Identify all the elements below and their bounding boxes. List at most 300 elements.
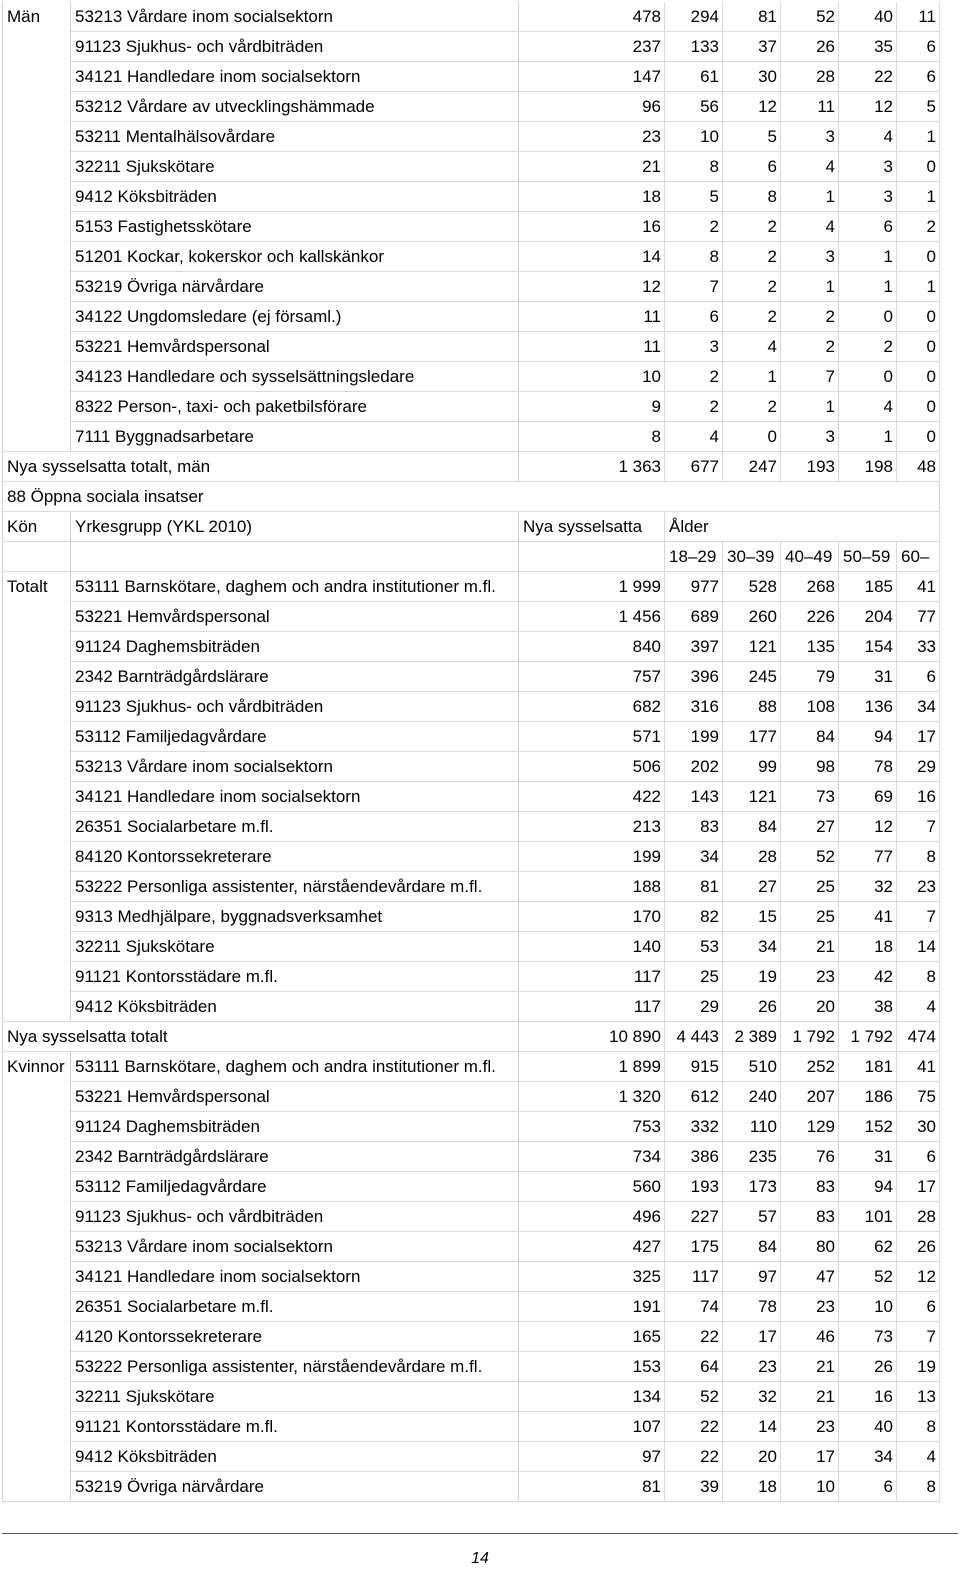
sex-cell [3, 722, 71, 752]
age-40-49-cell: 28 [781, 62, 839, 92]
age-50-59-cell: 12 [839, 812, 897, 842]
age-band-60: 60– [897, 542, 940, 572]
age-18-29-cell: 332 [665, 1112, 723, 1142]
age-40-49-cell: 1 [781, 272, 839, 302]
sex-cell [3, 692, 71, 722]
employed-cell: 422 [519, 782, 665, 812]
age-18-29-cell: 4 [665, 422, 723, 452]
age-40-49-cell: 17 [781, 1442, 839, 1472]
table-row [3, 332, 940, 362]
age-30-39-cell: 37 [723, 32, 781, 62]
header-employed: Nya sysselsatta [519, 512, 665, 542]
table-row [3, 572, 940, 602]
age-40-49-cell: 52 [781, 842, 839, 872]
age-60-cell: 7 [897, 812, 940, 842]
age-18-29-cell: 22 [665, 1412, 723, 1442]
occupation-group: 84120 Kontorssekreterare [71, 842, 519, 872]
age-60-cell: 7 [897, 902, 940, 932]
age-18-29-cell: 10 [665, 122, 723, 152]
employed-cell: 1 320 [519, 1082, 665, 1112]
employed-cell: 496 [519, 1202, 665, 1232]
age-40-49-cell: 226 [781, 602, 839, 632]
age-30-39-cell: 57 [723, 1202, 781, 1232]
table-row [3, 872, 940, 902]
age-30-39-cell: 30 [723, 62, 781, 92]
age-30-39-cell: 2 [723, 272, 781, 302]
age-60-cell: 29 [897, 752, 940, 782]
age-40-49-cell: 83 [781, 1172, 839, 1202]
employed-cell: 199 [519, 842, 665, 872]
employed-cell: 840 [519, 632, 665, 662]
occupation-group: 53111 Barnskötare, daghem och andra institutioner m.fl. [71, 572, 519, 602]
grand-total-age-18-29: 4 443 [665, 1022, 723, 1052]
age-60-cell: 12 [897, 1262, 940, 1292]
age-30-39-cell: 2 [723, 212, 781, 242]
table-row [3, 422, 940, 452]
employed-cell: 506 [519, 752, 665, 782]
table-row [3, 1202, 940, 1232]
table-row [3, 902, 940, 932]
sex-cell [3, 212, 71, 242]
age-40-49-cell: 3 [781, 422, 839, 452]
occupation-group: 9412 Köksbiträden [71, 992, 519, 1022]
occupation-group: 53213 Vårdare inom socialsektorn [71, 752, 519, 782]
age-30-39-cell: 34 [723, 932, 781, 962]
age-50-59-cell: 38 [839, 992, 897, 1022]
page-number: 14 [471, 1550, 489, 1567]
table-row [3, 32, 940, 62]
age-18-29-cell: 39 [665, 1472, 723, 1502]
employed-cell: 14 [519, 242, 665, 272]
header-employed-blank [519, 542, 665, 572]
employed-cell: 1 456 [519, 602, 665, 632]
total-employed: 1 363 [519, 452, 665, 482]
age-30-39-cell: 510 [723, 1052, 781, 1082]
age-40-49-cell: 20 [781, 992, 839, 1022]
age-40-49-cell: 135 [781, 632, 839, 662]
age-50-59-cell: 52 [839, 1262, 897, 1292]
sex-cell [3, 1202, 71, 1232]
occupation-group: 53111 Barnskötare, daghem och andra institutioner m.fl. [71, 1052, 519, 1082]
age-30-39-cell: 6 [723, 152, 781, 182]
table-row [3, 1442, 940, 1472]
sex-cell [3, 92, 71, 122]
age-18-29-cell: 61 [665, 62, 723, 92]
footer-divider [2, 1533, 958, 1534]
age-50-59-cell: 1 [839, 242, 897, 272]
age-30-39-cell: 17 [723, 1322, 781, 1352]
age-60-cell: 8 [897, 962, 940, 992]
occupation-group: 53221 Hemvårdspersonal [71, 332, 519, 362]
age-18-29-cell: 117 [665, 1262, 723, 1292]
table-row [3, 602, 940, 632]
age-18-29-cell: 316 [665, 692, 723, 722]
sex-cell [3, 782, 71, 812]
age-30-39-cell: 99 [723, 752, 781, 782]
female-section [3, 1052, 940, 1502]
age-60-cell: 0 [897, 362, 940, 392]
table-row [3, 2, 940, 32]
age-50-59-cell: 16 [839, 1382, 897, 1412]
sex-cell [3, 662, 71, 692]
employed-cell: 140 [519, 932, 665, 962]
age-60-cell: 0 [897, 392, 940, 422]
occupation-group: 91121 Kontorsstädare m.fl. [71, 1412, 519, 1442]
sex-cell [3, 1172, 71, 1202]
age-50-59-cell: 40 [839, 2, 897, 32]
table-row [3, 662, 940, 692]
employed-cell: 23 [519, 122, 665, 152]
table-row [3, 1412, 940, 1442]
age-30-39-cell: 97 [723, 1262, 781, 1292]
occupation-group: 91124 Daghemsbiträden [71, 1112, 519, 1142]
employed-cell: 18 [519, 182, 665, 212]
age-50-59-cell: 0 [839, 362, 897, 392]
table-row [3, 182, 940, 212]
age-50-59-cell: 4 [839, 122, 897, 152]
age-50-59-cell: 2 [839, 332, 897, 362]
sex-cell [3, 1142, 71, 1172]
employed-cell: 153 [519, 1352, 665, 1382]
age-18-29-cell: 193 [665, 1172, 723, 1202]
table-row [3, 752, 940, 782]
age-30-39-cell: 1 [723, 362, 781, 392]
age-30-39-cell: 19 [723, 962, 781, 992]
age-18-29-cell: 397 [665, 632, 723, 662]
table-row [3, 1112, 940, 1142]
employed-cell: 478 [519, 2, 665, 32]
age-18-29-cell: 227 [665, 1202, 723, 1232]
occupation-group: 53212 Vårdare av utvecklingshämmade [71, 92, 519, 122]
age-30-39-cell: 78 [723, 1292, 781, 1322]
table-row [3, 932, 940, 962]
total-age-18-29: 677 [665, 452, 723, 482]
age-18-29-cell: 34 [665, 842, 723, 872]
table-row [3, 1382, 940, 1412]
age-40-49-cell: 23 [781, 962, 839, 992]
age-30-39-cell: 528 [723, 572, 781, 602]
occupation-group: 34121 Handledare inom socialsektorn [71, 782, 519, 812]
sex-cell [3, 602, 71, 632]
age-40-49-cell: 25 [781, 872, 839, 902]
age-18-29-cell: 2 [665, 362, 723, 392]
employed-cell: 117 [519, 962, 665, 992]
age-18-29-cell: 29 [665, 992, 723, 1022]
age-40-49-cell: 79 [781, 662, 839, 692]
occupation-group: 53221 Hemvårdspersonal [71, 602, 519, 632]
age-50-59-cell: 32 [839, 872, 897, 902]
employed-cell: 237 [519, 32, 665, 62]
age-60-cell: 75 [897, 1082, 940, 1112]
age-30-39-cell: 5 [723, 122, 781, 152]
age-60-cell: 0 [897, 302, 940, 332]
age-30-39-cell: 15 [723, 902, 781, 932]
age-40-49-cell: 23 [781, 1292, 839, 1322]
age-18-29-cell: 22 [665, 1322, 723, 1352]
age-40-49-cell: 21 [781, 932, 839, 962]
employed-cell: 96 [519, 92, 665, 122]
employed-cell: 9 [519, 392, 665, 422]
table-row [3, 392, 940, 422]
occupation-group: 34122 Ungdomsledare (ej församl.) [71, 302, 519, 332]
table-row [3, 1322, 940, 1352]
sex-cell [3, 1472, 71, 1502]
table-row [3, 1352, 940, 1382]
age-50-59-cell: 41 [839, 902, 897, 932]
age-band-50-59: 50–59 [839, 542, 897, 572]
occupation-group: 5153 Fastighetsskötare [71, 212, 519, 242]
sex-cell [3, 182, 71, 212]
age-18-29-cell: 52 [665, 1382, 723, 1412]
age-30-39-cell: 81 [723, 2, 781, 32]
sex-cell [3, 962, 71, 992]
occupation-group: 4120 Kontorssekreterare [71, 1322, 519, 1352]
statistics-document [2, 2, 939, 1502]
sex-cell [3, 122, 71, 152]
occupation-group: 91121 Kontorsstädare m.fl. [71, 962, 519, 992]
header-group-blank [71, 542, 519, 572]
age-18-29-cell: 396 [665, 662, 723, 692]
age-50-59-cell: 18 [839, 932, 897, 962]
employed-cell: 753 [519, 1112, 665, 1142]
age-30-39-cell: 110 [723, 1112, 781, 1142]
occupation-group: 34123 Handledare och sysselsättningsledare [71, 362, 519, 392]
sex-cell [3, 332, 71, 362]
age-18-29-cell: 143 [665, 782, 723, 812]
age-40-49-cell: 3 [781, 122, 839, 152]
sex-cell [3, 632, 71, 662]
age-60-cell: 28 [897, 1202, 940, 1232]
age-50-59-cell: 77 [839, 842, 897, 872]
employed-cell: 12 [519, 272, 665, 302]
age-40-49-cell: 25 [781, 902, 839, 932]
age-50-59-cell: 6 [839, 1472, 897, 1502]
sex-cell [3, 362, 71, 392]
table-row [3, 1262, 940, 1292]
sex-cell [3, 1232, 71, 1262]
employed-cell: 16 [519, 212, 665, 242]
age-30-39-cell: 2 [723, 242, 781, 272]
employed-cell: 117 [519, 992, 665, 1022]
age-60-cell: 2 [897, 212, 940, 242]
age-60-cell: 77 [897, 602, 940, 632]
sex-cell [3, 152, 71, 182]
grand-total-row [3, 1022, 940, 1052]
age-50-59-cell: 136 [839, 692, 897, 722]
employed-cell: 1 899 [519, 1052, 665, 1082]
occupation-group: 91123 Sjukhus- och vårdbiträden [71, 32, 519, 62]
age-18-29-cell: 83 [665, 812, 723, 842]
age-50-59-cell: 152 [839, 1112, 897, 1142]
age-band-40-49: 40–49 [781, 542, 839, 572]
sex-cell [3, 272, 71, 302]
sex-cell [3, 1412, 71, 1442]
age-30-39-cell: 26 [723, 992, 781, 1022]
age-40-49-cell: 4 [781, 152, 839, 182]
age-50-59-cell: 12 [839, 92, 897, 122]
sex-cell [3, 812, 71, 842]
age-band-30-39: 30–39 [723, 542, 781, 572]
age-60-cell: 30 [897, 1112, 940, 1142]
employed-cell: 107 [519, 1412, 665, 1442]
table-row [3, 1052, 940, 1082]
age-50-59-cell: 181 [839, 1052, 897, 1082]
occupation-group: 2342 Barnträdgårdslärare [71, 1142, 519, 1172]
occupation-group: 32211 Sjukskötare [71, 1382, 519, 1412]
age-60-cell: 41 [897, 1052, 940, 1082]
age-60-cell: 7 [897, 1322, 940, 1352]
header-sex: Kön [3, 512, 71, 542]
age-60-cell: 0 [897, 332, 940, 362]
table-row [3, 782, 940, 812]
employed-cell: 188 [519, 872, 665, 902]
age-30-39-cell: 173 [723, 1172, 781, 1202]
age-30-39-cell: 2 [723, 392, 781, 422]
occupation-group: 8322 Person-, taxi- och paketbilsförare [71, 392, 519, 422]
age-30-39-cell: 18 [723, 1472, 781, 1502]
age-40-49-cell: 7 [781, 362, 839, 392]
occupation-group: 9313 Medhjälpare, byggnadsverksamhet [71, 902, 519, 932]
age-18-29-cell: 612 [665, 1082, 723, 1112]
table-row [3, 1172, 940, 1202]
age-30-39-cell: 84 [723, 812, 781, 842]
age-60-cell: 4 [897, 992, 940, 1022]
age-18-29-cell: 8 [665, 242, 723, 272]
table-row [3, 722, 940, 752]
grand-total-label: Nya sysselsatta totalt [3, 1022, 519, 1052]
age-60-cell: 8 [897, 842, 940, 872]
age-30-39-cell: 23 [723, 1352, 781, 1382]
total-age-40-49: 193 [781, 452, 839, 482]
table-row [3, 992, 940, 1022]
age-18-29-cell: 2 [665, 212, 723, 242]
occupation-group: 9412 Köksbiträden [71, 182, 519, 212]
age-40-49-cell: 26 [781, 32, 839, 62]
age-30-39-cell: 2 [723, 302, 781, 332]
employment-table [2, 2, 940, 1502]
age-60-cell: 5 [897, 92, 940, 122]
age-18-29-cell: 3 [665, 332, 723, 362]
age-40-49-cell: 268 [781, 572, 839, 602]
age-50-59-cell: 69 [839, 782, 897, 812]
sex-cell [3, 62, 71, 92]
age-60-cell: 6 [897, 32, 940, 62]
age-50-59-cell: 1 [839, 422, 897, 452]
sex-cell [3, 392, 71, 422]
sex-cell [3, 1352, 71, 1382]
age-40-49-cell: 47 [781, 1262, 839, 1292]
age-60-cell: 16 [897, 782, 940, 812]
age-18-29-cell: 81 [665, 872, 723, 902]
age-40-49-cell: 1 [781, 182, 839, 212]
table-row [3, 842, 940, 872]
age-60-cell: 1 [897, 122, 940, 152]
occupation-group: 34121 Handledare inom socialsektorn [71, 1262, 519, 1292]
occupation-group: 53219 Övriga närvårdare [71, 1472, 519, 1502]
age-60-cell: 0 [897, 242, 940, 272]
age-18-29-cell: 56 [665, 92, 723, 122]
age-50-59-cell: 1 [839, 272, 897, 302]
occupation-group: 32211 Sjukskötare [71, 152, 519, 182]
age-30-39-cell: 84 [723, 1232, 781, 1262]
occupation-group: 53211 Mentalhälsovårdare [71, 122, 519, 152]
age-60-cell: 13 [897, 1382, 940, 1412]
table-row [3, 812, 940, 842]
age-50-59-cell: 94 [839, 1172, 897, 1202]
sex-cell [3, 872, 71, 902]
age-60-cell: 6 [897, 1142, 940, 1172]
age-18-29-cell: 53 [665, 932, 723, 962]
age-60-cell: 33 [897, 632, 940, 662]
grand-total-age-50-59: 1 792 [839, 1022, 897, 1052]
age-30-39-cell: 32 [723, 1382, 781, 1412]
header-sex-blank [3, 542, 71, 572]
age-60-cell: 6 [897, 1292, 940, 1322]
table-row [3, 962, 940, 992]
sex-cell [3, 1262, 71, 1292]
total-age-60: 48 [897, 452, 940, 482]
age-30-39-cell: 245 [723, 662, 781, 692]
table-row [3, 272, 940, 302]
age-18-29-cell: 133 [665, 32, 723, 62]
age-40-49-cell: 46 [781, 1322, 839, 1352]
age-18-29-cell: 977 [665, 572, 723, 602]
age-60-cell: 23 [897, 872, 940, 902]
sex-cell [3, 842, 71, 872]
age-40-49-cell: 73 [781, 782, 839, 812]
occupation-group: 53222 Personliga assistenter, närståendevårdare m.fl. [71, 1352, 519, 1382]
age-18-29-cell: 386 [665, 1142, 723, 1172]
age-40-49-cell: 80 [781, 1232, 839, 1262]
age-40-49-cell: 207 [781, 1082, 839, 1112]
sex-cell: Totalt [3, 572, 71, 602]
employed-cell: 560 [519, 1172, 665, 1202]
age-60-cell: 0 [897, 422, 940, 452]
table-row [3, 92, 940, 122]
age-18-29-cell: 5 [665, 182, 723, 212]
age-40-49-cell: 84 [781, 722, 839, 752]
age-40-49-cell: 11 [781, 92, 839, 122]
employed-cell: 325 [519, 1262, 665, 1292]
table-row [3, 302, 940, 332]
age-30-39-cell: 14 [723, 1412, 781, 1442]
age-30-39-cell: 88 [723, 692, 781, 722]
table-row [3, 632, 940, 662]
table-row [3, 1232, 940, 1262]
age-60-cell: 17 [897, 722, 940, 752]
age-30-39-cell: 27 [723, 872, 781, 902]
section-title: 88 Öppna sociala insatser [3, 482, 940, 512]
employed-cell: 97 [519, 1442, 665, 1472]
occupation-group: 91123 Sjukhus- och vårdbiträden [71, 692, 519, 722]
age-50-59-cell: 42 [839, 962, 897, 992]
age-50-59-cell: 22 [839, 62, 897, 92]
age-18-29-cell: 22 [665, 1442, 723, 1472]
age-60-cell: 1 [897, 182, 940, 212]
occupation-group: 53221 Hemvårdspersonal [71, 1082, 519, 1112]
employed-cell: 165 [519, 1322, 665, 1352]
age-60-cell: 8 [897, 1472, 940, 1502]
age-40-49-cell: 252 [781, 1052, 839, 1082]
occupation-group: 9412 Köksbiträden [71, 1442, 519, 1472]
grand-total-age-60: 474 [897, 1022, 940, 1052]
table-row [3, 362, 940, 392]
age-40-49-cell: 27 [781, 812, 839, 842]
occupation-group: 53112 Familjedagvårdare [71, 722, 519, 752]
age-40-49-cell: 23 [781, 1412, 839, 1442]
age-18-29-cell: 25 [665, 962, 723, 992]
age-50-59-cell: 73 [839, 1322, 897, 1352]
